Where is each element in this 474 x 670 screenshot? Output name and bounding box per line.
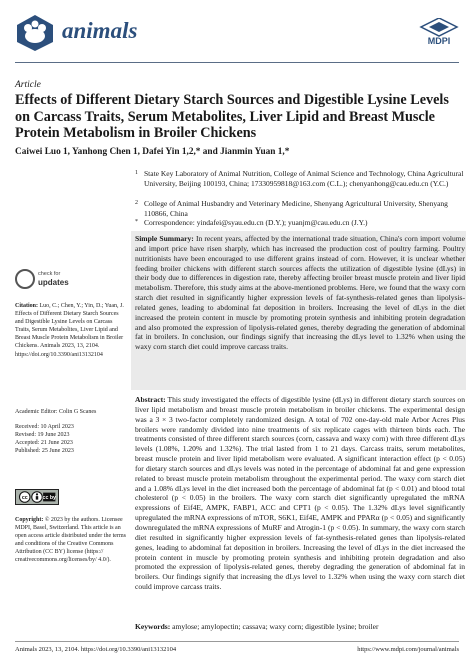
check-updates-small[interactable]: check for	[38, 271, 61, 277]
footer-citation[interactable]: Animals 2023, 13, 2104. https://doi.org/10.3390/ani13132104	[15, 646, 177, 653]
copyright-label: Copyright:	[15, 517, 44, 523]
simple-summary-text: In recent years, affected by the international trade situation, China's corn import volume and import price have risen sharply, which has increased the production cost of poultry farming. Poultry nutritionists have been encouraged to use different grains instead of corn. However, it is unclear whether feeding broiler chickens with different starch sources affects the utilization of digestible lysine (dLys) in their body due to differences in digestion rate, thereby affecting broiler breast muscle protein and liver lipid metabolism. Therefore, this study aims at the above-mentioned problems. Here, we found that the waxy corn starch diet resulted in significantly higher expression levels of fat-synthesis-related genes than lipolysis-related genes, leading to abdominal fat deposition in broilers. Increasing the level of dLys in the diet increased the protein content in muscle by promoting protein synthesis and inhibiting protein degradation and also promoted the expression of lipolysis-related genes, thereby degrading the generation of abdominal fat in broilers. In conclusion, our findings signify that increasing the dLys level to 1.32% when using the waxy corn starch diet could improve carcass traits.	[135, 234, 465, 352]
date-received: Received: 10 April 2023	[15, 424, 74, 430]
journal-name[interactable]: animals	[62, 18, 138, 43]
abstract	[135, 395, 465, 592]
affiliation-text: Correspondence: yindafei@syau.edu.cn (D.Y.); yuanjm@cau.edu.cn (J.Y.)	[144, 218, 368, 227]
footer-journal-link[interactable]: https://www.mdpi.com/journal/animals	[357, 646, 459, 653]
svg-text:cc: cc	[21, 495, 28, 502]
affiliation-text: State Key Laboratory of Animal Nutrition, College of Animal Science and Technology, China Agricultural University, Beijing 100193, China; 17330959818@163.com (C.L.); chenyanhong@cau.edu.cn (Y.C.)	[144, 169, 464, 188]
abstract-label: Abstract:	[135, 395, 166, 404]
check-for-updates-icon[interactable]	[15, 269, 35, 289]
journal-logo-icon	[15, 14, 55, 52]
date-published: Published: 25 June 2023	[15, 448, 74, 454]
abstract-text: This study investigated the effects of digestible lysine (dLys) in different dietary starch sources on liver lipid metabolism and breast muscle protein metabolism in broiler chickens. The experimental design was a 3 × 3 two-factor completely randomized design. A total of 702 one-day-old male Arbor Acres Plus broilers were randomly divided into nine treatments of six replicate cages with thirteen birds each. The treatments consisted of three different starch sources (corn, cassava and waxy corn) with three different dLys levels (1.08%, 1.20% and 1.32%). The trial lasted from 1 to 21 days. Carcass traits, serum metabolites, breast muscle protein and liver lipid metabolism were evaluated. A significant interaction effect (p < 0.05) for dietary starch sources and dLys levels was noted in the percentage of abdominal fat and gene expression related to breast muscle protein metabolism throughout the experimental period. The waxy corn starch diet and a 1.08% dLys level in the diet increased both the percentage of abdominal fat (p < 0.01) and blood total cholesterol (p < 0.05) in the broilers. The waxy corn starch diet significantly upregulated the mRNA expressions of Eif4E, AMPK, FABP1, ACC and CPT1 (p < 0.05). The 1.32% dLys level significantly upregulated the mRNA expressions of mTOR, S6K1, Eif4E, AMPK and PPARα (p < 0.05) and significantly downregulated the mRNA expressions of MuRF and Atrogin-1 (p < 0.05). In summary, the waxy corn starch diet resulted in significantly higher expression levels of fat-synthesis-related genes than lipolysis-related genes, leading to abdominal fat deposition in broilers. Increasing the level of dLys in the diet increased the protein content in muscle by promoting protein synthesis and inhibiting protein degradation and also promoted the expression of lipolysis-related genes, thereby degrading the generation of abdominal fat in broilers. Our findings signify that increasing the dLys level to 1.32% when using the waxy corn starch diet could improve carcass traits.	[135, 395, 465, 592]
citation	[15, 302, 127, 359]
academic-editor: Academic Editor: Colin G Scanes	[15, 409, 97, 415]
citation-label: Citation:	[15, 303, 38, 309]
check-updates-big[interactable]: updates	[38, 278, 69, 287]
simple-summary	[135, 234, 465, 352]
author-list[interactable]: Caiwei Luo 1, Yanhong Chen 1, Dafei Yin 1,2,* and Jianmin Yuan 1,*	[15, 147, 290, 157]
keywords	[135, 622, 465, 632]
copyright-text[interactable]: © 2023 by the authors. Licensee MDPI, Basel, Switzerland. This article is an open access article distributed under the terms and conditions of the Creative Commons Attribution (CC BY) license (https:// creativecommons.org/licenses/by/ 4.0/).	[15, 517, 126, 564]
header-divider	[15, 62, 459, 63]
article-type: Article	[15, 80, 41, 90]
date-accepted: Accepted: 21 June 2023	[15, 440, 73, 446]
citation-text[interactable]: Luo, C.; Chen, Y.; Yin, D.; Yuan, J. Effects of Different Dietary Starch Sources and Digestible Lysine Levels on Carcass Traits, Serum Metabolites, Liver Lipid and Breast Muscle Protein Metabolism in Broiler Chickens. Animals 2023, 13, 2104. https://doi.org/10.3390/ani13132104	[15, 303, 124, 358]
affiliation-1	[135, 169, 465, 188]
affiliation-2	[135, 199, 465, 218]
keywords-text: amylose; amylopectin; cassava; waxy corn; digestible lysine; broiler	[172, 622, 379, 631]
correspondence	[135, 218, 465, 228]
mdpi-badge: MDPI	[427, 36, 451, 46]
footer-divider	[15, 641, 459, 642]
copyright	[15, 516, 127, 565]
affiliation-mark: *	[135, 219, 138, 225]
affiliation-mark: 1	[135, 170, 138, 176]
cc-by-license-icon[interactable]	[15, 489, 59, 505]
date-revised: Revised: 19 June 2023	[15, 432, 70, 438]
affiliation-text: College of Animal Husbandry and Veterinary Medicine, Shenyang Agricultural University, Shenyang 110866, China	[144, 199, 448, 218]
simple-summary-label: Simple Summary:	[135, 234, 194, 243]
article-title: Effects of Different Dietary Starch Sources and Digestible Lysine Levels on Carcass Traits, Serum Metabolites, Liver Lipid and Breast Muscle Protein Metabolism in Broiler Chickens	[15, 92, 449, 141]
keywords-label: Keywords:	[135, 622, 171, 631]
affiliation-mark: 2	[135, 200, 138, 206]
license-badge-text: cc by	[42, 495, 56, 502]
